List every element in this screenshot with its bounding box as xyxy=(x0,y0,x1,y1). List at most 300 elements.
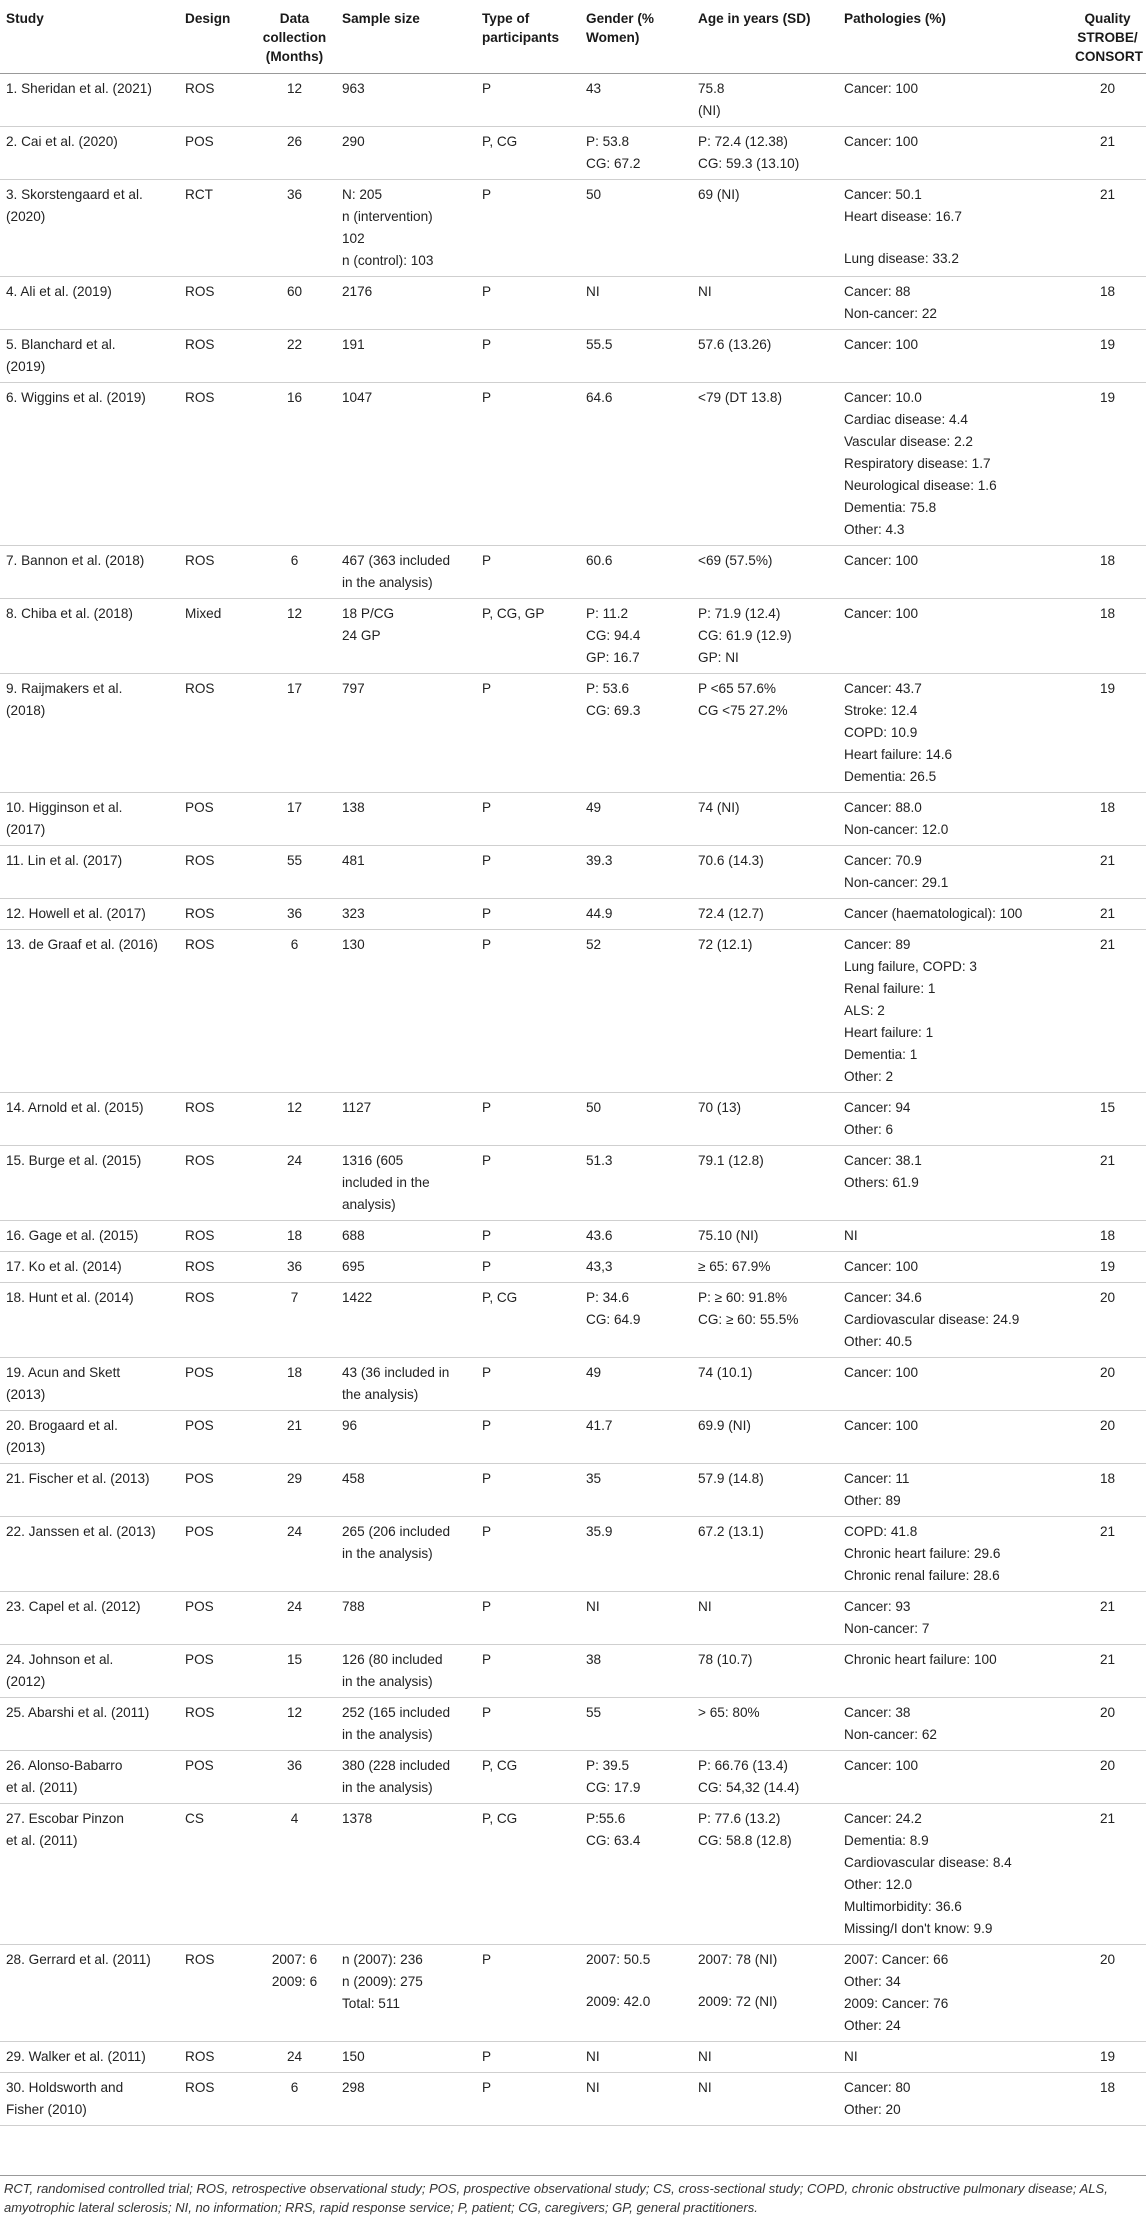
cell-study xyxy=(0,846,179,899)
cell-quality: 15 xyxy=(1069,1093,1146,1146)
cell-data-collection xyxy=(253,74,336,127)
cell-study-line: 3. Skorstengaard et al. xyxy=(6,187,143,202)
cell-gender xyxy=(580,846,692,899)
cell-study xyxy=(0,546,179,599)
cell-age-line: 75.8 xyxy=(698,81,725,96)
cell-sample-size-line: 963 xyxy=(342,81,365,96)
cell-pathologies-line: Cancer: 70.9 xyxy=(844,853,922,868)
cell-pathologies-line: Other: 24 xyxy=(844,2018,901,2033)
cell-design-line: POS xyxy=(185,134,214,149)
cell-gender-line: 44.9 xyxy=(586,906,613,921)
cell-pathologies xyxy=(838,383,1069,546)
cell-age-line: 2009: 72 (NI) xyxy=(698,1994,778,2009)
cell-participants-line: P, CG xyxy=(482,1811,518,1826)
cell-participants xyxy=(476,674,580,793)
cell-sample-size-line: n (2007): 236 xyxy=(342,1952,423,1967)
cell-gender-line: CG: 67.2 xyxy=(586,156,641,171)
cell-pathologies xyxy=(838,127,1069,180)
cell-sample-size xyxy=(336,1093,476,1146)
cell-sample-size xyxy=(336,1411,476,1464)
cell-pathologies-line: Cancer: 88 xyxy=(844,284,911,299)
cell-participants-line: P xyxy=(482,1418,492,1433)
cell-gender-line: 2009: 42.0 xyxy=(586,1994,651,2009)
cell-participants xyxy=(476,1358,580,1411)
cell-quality: 18 xyxy=(1069,793,1146,846)
cell-participants-line: P xyxy=(482,390,492,405)
cell-participants xyxy=(476,1592,580,1645)
cell-design-line: ROS xyxy=(185,1228,215,1243)
cell-pathologies xyxy=(838,1221,1069,1252)
cell-study xyxy=(0,330,179,383)
table-row xyxy=(0,1464,1146,1517)
cell-quality: 20 xyxy=(1069,1751,1146,1804)
cell-participants xyxy=(476,330,580,383)
cell-design-line: POS xyxy=(185,1524,214,1539)
cell-sample-size-line: n (intervention) xyxy=(342,209,433,224)
cell-design-line: RCT xyxy=(185,187,213,202)
cell-pathologies xyxy=(838,1411,1069,1464)
cell-gender-line: 43 xyxy=(586,81,602,96)
cell-study xyxy=(0,383,179,546)
cell-data-collection-line: 26 xyxy=(286,134,303,149)
cell-sample-size xyxy=(336,1252,476,1283)
cell-study xyxy=(0,127,179,180)
cell-design-line: ROS xyxy=(185,937,215,952)
cell-gender xyxy=(580,1358,692,1411)
cell-quality: 18 xyxy=(1069,277,1146,330)
cell-gender xyxy=(580,793,692,846)
cell-pathologies-line: Non-cancer: 29.1 xyxy=(844,875,949,890)
cell-design-line: POS xyxy=(185,1652,214,1667)
cell-participants xyxy=(476,74,580,127)
cell-study xyxy=(0,1804,179,1945)
cell-design xyxy=(179,74,253,127)
cell-age xyxy=(692,1698,838,1751)
cell-pathologies-line: Cancer: 24.2 xyxy=(844,1811,922,1826)
table-footnote: RCT, randomised controlled trial; ROS, retrospective observational study; POS, prospective observational study; CS, cross-sectional study; COPD, chronic obstructive pulmonary disease; ALS, amyotrophic lateral sclerosis; NI, no information; RRS, rapid response service; P, patient; CG, caregivers; GP, general practitioners. xyxy=(0,2175,1146,2217)
cell-design-line: ROS xyxy=(185,2080,215,2095)
cell-quality: 20 xyxy=(1069,1698,1146,1751)
cell-participants-line: P xyxy=(482,187,492,202)
cell-pathologies xyxy=(838,846,1069,899)
cell-age-line: 72.4 (12.7) xyxy=(698,906,764,921)
cell-participants-line: P xyxy=(482,853,492,868)
cell-pathologies-line: Lung failure, COPD: 3 xyxy=(844,959,977,974)
cell-participants xyxy=(476,1645,580,1698)
cell-participants xyxy=(476,1517,580,1592)
cell-gender-line: CG: 64.9 xyxy=(586,1312,641,1327)
cell-sample-size xyxy=(336,180,476,277)
cell-gender xyxy=(580,1252,692,1283)
cell-gender xyxy=(580,599,692,674)
table-row xyxy=(0,674,1146,793)
cell-gender-line: 64.6 xyxy=(586,390,613,405)
cell-pathologies-line: Neurological disease: 1.6 xyxy=(844,478,997,493)
table-row xyxy=(0,127,1146,180)
cell-sample-size xyxy=(336,330,476,383)
cell-age-line: NI xyxy=(698,2080,712,2095)
cell-pathologies-line: Cancer: 100 xyxy=(844,134,919,149)
cell-study-line: 16. Gage et al. (2015) xyxy=(6,1228,139,1243)
cell-pathologies-line: Renal failure: 1 xyxy=(844,981,936,996)
cell-gender-line: NI xyxy=(586,284,600,299)
cell-study-line: 20. Brogaard et al. xyxy=(6,1418,118,1433)
cell-study-line: 10. Higginson et al. xyxy=(6,800,123,815)
cell-study-line: (2019) xyxy=(6,359,46,374)
cell-design xyxy=(179,1945,253,2042)
cell-data-collection xyxy=(253,1146,336,1221)
cell-data-collection xyxy=(253,1645,336,1698)
cell-gender xyxy=(580,180,692,277)
cell-gender xyxy=(580,1517,692,1592)
cell-study xyxy=(0,1221,179,1252)
cell-data-collection xyxy=(253,1252,336,1283)
cell-study xyxy=(0,277,179,330)
cell-pathologies-line: Chronic heart failure: 29.6 xyxy=(844,1546,1001,1561)
cell-design xyxy=(179,899,253,930)
cell-study xyxy=(0,1592,179,1645)
cell-sample-size xyxy=(336,1945,476,2042)
cell-sample-size xyxy=(336,127,476,180)
cell-participants xyxy=(476,1804,580,1945)
cell-participants xyxy=(476,1411,580,1464)
cell-gender-line: CG: 63.4 xyxy=(586,1833,641,1848)
cell-participants xyxy=(476,2042,580,2073)
cell-study xyxy=(0,1283,179,1358)
cell-gender-line: 38 xyxy=(586,1652,602,1667)
cell-gender-line: 49 xyxy=(586,1365,602,1380)
cell-study-line: 1. Sheridan et al. (2021) xyxy=(6,81,152,96)
cell-participants-line: P xyxy=(482,937,492,952)
cell-design xyxy=(179,1252,253,1283)
cell-age-line: <79 (DT 13.8) xyxy=(698,390,782,405)
cell-age xyxy=(692,127,838,180)
cell-pathologies xyxy=(838,1252,1069,1283)
cell-study-line: 27. Escobar Pinzon xyxy=(6,1811,124,1826)
cell-sample-size-line: 1378 xyxy=(342,1811,373,1826)
cell-sample-size xyxy=(336,1358,476,1411)
cell-design-line: ROS xyxy=(185,1100,215,1115)
cell-design xyxy=(179,1146,253,1221)
cell-participants xyxy=(476,930,580,1093)
cell-study-line: (2013) xyxy=(6,1440,46,1455)
cell-participants xyxy=(476,1252,580,1283)
cell-age-line: GP: NI xyxy=(698,650,739,665)
cell-sample-size-line: 788 xyxy=(342,1599,365,1614)
cell-design-line: POS xyxy=(185,1599,214,1614)
cell-pathologies-line: Missing/I don't know: 9.9 xyxy=(844,1921,993,1936)
table-body xyxy=(0,74,1146,2126)
cell-pathologies-line: Cancer: 11 xyxy=(844,1471,910,1486)
cell-pathologies-line: Cancer: 94 xyxy=(844,1100,911,1115)
cell-pathologies-line: Cardiovascular disease: 8.4 xyxy=(844,1855,1012,1870)
cell-age-line: P: 71.9 (12.4) xyxy=(698,606,781,621)
cell-study-line: 9. Raijmakers et al. xyxy=(6,681,123,696)
cell-sample-size xyxy=(336,674,476,793)
cell-gender-line: P: 34.6 xyxy=(586,1290,630,1305)
cell-pathologies-line: Heart failure: 1 xyxy=(844,1025,934,1040)
cell-design-line: ROS xyxy=(185,81,215,96)
cell-study-line: 7. Bannon et al. (2018) xyxy=(6,553,145,568)
cell-data-collection-line: 12 xyxy=(286,606,303,621)
cell-quality: 20 xyxy=(1069,1945,1146,2042)
cell-design-line: ROS xyxy=(185,1259,215,1274)
cell-sample-size-line: Total: 511 xyxy=(342,1996,400,2011)
cell-study-line: 19. Acun and Skett xyxy=(6,1365,121,1380)
cell-participants xyxy=(476,383,580,546)
cell-pathologies-line: Respiratory disease: 1.7 xyxy=(844,456,991,471)
cell-pathologies xyxy=(838,1804,1069,1945)
cell-sample-size-line: 1422 xyxy=(342,1290,373,1305)
cell-pathologies-line: Cancer: 88.0 xyxy=(844,800,922,815)
cell-age-line: NI xyxy=(698,284,712,299)
cell-gender xyxy=(580,546,692,599)
cell-study-line: (2012) xyxy=(6,1674,46,1689)
cell-study-line: 5. Blanchard et al. xyxy=(6,337,116,352)
table-header-row xyxy=(0,0,1146,74)
cell-age-line: NI xyxy=(698,2049,712,2064)
cell-study-line: 17. Ko et al. (2014) xyxy=(6,1259,122,1274)
cell-sample-size-line: 1316 (605 xyxy=(342,1153,404,1168)
cell-sample-size-line: 43 (36 included in xyxy=(342,1365,450,1380)
cell-participants-line: P xyxy=(482,1153,492,1168)
cell-sample-size xyxy=(336,383,476,546)
cell-quality: 18 xyxy=(1069,1464,1146,1517)
cell-sample-size-line: in the analysis) xyxy=(342,575,433,590)
cell-pathologies-line: Cancer (haematological): 100 xyxy=(844,906,1023,921)
cell-data-collection-line: 4 xyxy=(290,1811,299,1826)
cell-study-line: 28. Gerrard et al. (2011) xyxy=(6,1952,151,1967)
cell-pathologies-line: Non-cancer: 12.0 xyxy=(844,822,949,837)
cell-pathologies xyxy=(838,330,1069,383)
cell-pathologies-line: Cardiac disease: 4.4 xyxy=(844,412,968,427)
cell-sample-size xyxy=(336,1804,476,1945)
cell-pathologies-line: Other: 4.3 xyxy=(844,522,905,537)
cell-data-collection xyxy=(253,1464,336,1517)
cell-participants-line: P xyxy=(482,1471,492,1486)
cell-data-collection xyxy=(253,846,336,899)
cell-age xyxy=(692,1517,838,1592)
cell-participants xyxy=(476,1146,580,1221)
cell-pathologies-line: COPD: 41.8 xyxy=(844,1524,918,1539)
cell-participants xyxy=(476,127,580,180)
cell-sample-size-line: N: 205 xyxy=(342,187,383,202)
cell-sample-size-line: 24 GP xyxy=(342,628,381,643)
header-gender: Gender (% Women) xyxy=(580,0,692,74)
header-data-collection: Data collection (Months) xyxy=(253,0,336,74)
cell-pathologies-line: NI xyxy=(844,2049,858,2064)
cell-data-collection-line: 29 xyxy=(286,1471,303,1486)
cell-study xyxy=(0,1252,179,1283)
cell-age xyxy=(692,383,838,546)
cell-gender xyxy=(580,1283,692,1358)
cell-data-collection-line: 36 xyxy=(286,1259,303,1274)
cell-data-collection xyxy=(253,1283,336,1358)
cell-age xyxy=(692,1358,838,1411)
cell-pathologies-line: 2007: Cancer: 66 xyxy=(844,1952,949,1967)
cell-data-collection xyxy=(253,546,336,599)
cell-age xyxy=(692,899,838,930)
cell-quality: 20 xyxy=(1069,1358,1146,1411)
cell-age xyxy=(692,2073,838,2126)
table-row xyxy=(0,180,1146,277)
cell-participants-line: P xyxy=(482,1652,492,1667)
cell-pathologies-line: Other: 2 xyxy=(844,1069,894,1084)
cell-study-line: 4. Ali et al. (2019) xyxy=(6,284,112,299)
cell-sample-size xyxy=(336,599,476,674)
table-row xyxy=(0,599,1146,674)
cell-sample-size xyxy=(336,1645,476,1698)
cell-age-line: P: 66.76 (13.4) xyxy=(698,1758,788,1773)
cell-study xyxy=(0,1517,179,1592)
cell-sample-size-line: 695 xyxy=(342,1259,365,1274)
cell-pathologies-line: Heart failure: 14.6 xyxy=(844,747,953,762)
cell-data-collection-line: 17 xyxy=(286,800,303,815)
cell-study xyxy=(0,1411,179,1464)
cell-pathologies-line: Heart disease: 16.7 xyxy=(844,209,962,224)
cell-design-line: ROS xyxy=(185,2049,215,2064)
cell-sample-size xyxy=(336,1146,476,1221)
cell-data-collection xyxy=(253,1517,336,1592)
cell-study-line: et al. (2011) xyxy=(6,1833,78,1848)
cell-gender-line: P: 11.2 xyxy=(586,606,629,621)
cell-pathologies-line: Cancer: 100 xyxy=(844,81,919,96)
cell-participants xyxy=(476,846,580,899)
cell-age-line: 72 (12.1) xyxy=(698,937,753,952)
cell-design xyxy=(179,1804,253,1945)
cell-quality: 21 xyxy=(1069,846,1146,899)
cell-gender-line: P:55.6 xyxy=(586,1811,626,1826)
cell-age-line: 57.6 (13.26) xyxy=(698,337,772,352)
cell-design xyxy=(179,846,253,899)
cell-study xyxy=(0,930,179,1093)
cell-data-collection xyxy=(253,599,336,674)
cell-data-collection xyxy=(253,2042,336,2073)
cell-age-line: 69 (NI) xyxy=(698,187,740,202)
cell-data-collection xyxy=(253,930,336,1093)
cell-study xyxy=(0,1358,179,1411)
cell-data-collection xyxy=(253,1093,336,1146)
cell-age xyxy=(692,546,838,599)
cell-sample-size xyxy=(336,1517,476,1592)
cell-design xyxy=(179,330,253,383)
cell-study-line: 22. Janssen et al. (2013) xyxy=(6,1524,156,1539)
cell-pathologies xyxy=(838,793,1069,846)
cell-participants-line: P xyxy=(482,800,492,815)
cell-sample-size-line: 323 xyxy=(342,906,365,921)
cell-study-line: 6. Wiggins et al. (2019) xyxy=(6,390,146,405)
cell-gender-line: 43.6 xyxy=(586,1228,613,1243)
cell-data-collection xyxy=(253,1221,336,1252)
cell-design-line: POS xyxy=(185,1365,214,1380)
cell-data-collection xyxy=(253,1411,336,1464)
cell-design xyxy=(179,674,253,793)
cell-data-collection xyxy=(253,2073,336,2126)
cell-age xyxy=(692,1411,838,1464)
cell-data-collection-line: 24 xyxy=(286,1153,303,1168)
cell-data-collection xyxy=(253,127,336,180)
cell-gender-line: 50 xyxy=(586,187,602,202)
table-row xyxy=(0,330,1146,383)
cell-gender-line: GP: 16.7 xyxy=(586,650,640,665)
cell-design-line: POS xyxy=(185,800,214,815)
cell-sample-size-line: in the analysis) xyxy=(342,1674,433,1689)
cell-sample-size xyxy=(336,1698,476,1751)
cell-quality: 19 xyxy=(1069,1252,1146,1283)
cell-gender xyxy=(580,930,692,1093)
cell-study xyxy=(0,1464,179,1517)
cell-study-line: (2013) xyxy=(6,1387,46,1402)
table-row xyxy=(0,74,1146,127)
cell-pathologies xyxy=(838,546,1069,599)
table-row xyxy=(0,1221,1146,1252)
cell-sample-size-line: 150 xyxy=(342,2049,365,2064)
cell-data-collection-line: 24 xyxy=(286,1524,303,1539)
cell-pathologies-line: 2009: Cancer: 76 xyxy=(844,1996,949,2011)
cell-gender xyxy=(580,1751,692,1804)
cell-participants-line: P, CG, GP xyxy=(482,606,545,621)
cell-quality: 21 xyxy=(1069,930,1146,1093)
cell-design-line: POS xyxy=(185,1758,214,1773)
cell-participants-line: P xyxy=(482,681,492,696)
cell-participants-line: P, CG xyxy=(482,1290,518,1305)
cell-sample-size-line: 265 (206 included xyxy=(342,1524,451,1539)
cell-data-collection-line: 36 xyxy=(286,906,303,921)
cell-quality: 18 xyxy=(1069,599,1146,674)
table-row xyxy=(0,1945,1146,2042)
cell-age xyxy=(692,1945,838,2042)
cell-age-line: 78 (10.7) xyxy=(698,1652,753,1667)
cell-pathologies-line: Cancer: 38 xyxy=(844,1705,911,1720)
cell-sample-size xyxy=(336,1592,476,1645)
cell-study-line: 18. Hunt et al. (2014) xyxy=(6,1290,134,1305)
cell-sample-size-line: 380 (228 included xyxy=(342,1758,451,1773)
cell-data-collection xyxy=(253,1592,336,1645)
cell-pathologies-line: Other: 89 xyxy=(844,1493,901,1508)
cell-quality: 19 xyxy=(1069,330,1146,383)
cell-sample-size-line: 290 xyxy=(342,134,365,149)
cell-age-line: 70 (13) xyxy=(698,1100,742,1115)
cell-design-line: POS xyxy=(185,1471,214,1486)
cell-sample-size xyxy=(336,793,476,846)
cell-pathologies-line: ALS: 2 xyxy=(844,1003,885,1018)
table-row xyxy=(0,1592,1146,1645)
cell-design xyxy=(179,930,253,1093)
cell-sample-size xyxy=(336,1464,476,1517)
cell-participants xyxy=(476,277,580,330)
cell-pathologies-line: Chronic heart failure: 100 xyxy=(844,1652,997,1667)
cell-design xyxy=(179,2073,253,2126)
cell-study xyxy=(0,793,179,846)
cell-study xyxy=(0,2073,179,2126)
cell-design-line: ROS xyxy=(185,906,215,921)
cell-gender-line: 35.9 xyxy=(586,1524,613,1539)
cell-gender-line: 43,3 xyxy=(586,1259,613,1274)
cell-age xyxy=(692,74,838,127)
table-row xyxy=(0,2042,1146,2073)
cell-gender xyxy=(580,1645,692,1698)
cell-sample-size-line: 191 xyxy=(342,337,365,352)
cell-gender-line: 55 xyxy=(586,1705,602,1720)
cell-participants-line: P xyxy=(482,553,492,568)
cell-age-line: 2007: 78 (NI) xyxy=(698,1952,778,1967)
cell-age-line: P: ≥ 60: 91.8% xyxy=(698,1290,788,1305)
cell-sample-size-line: 298 xyxy=(342,2080,365,2095)
cell-gender-line: P: 39.5 xyxy=(586,1758,630,1773)
cell-sample-size-line: 96 xyxy=(342,1418,358,1433)
cell-data-collection-line: 6 xyxy=(290,937,299,952)
cell-design xyxy=(179,1592,253,1645)
